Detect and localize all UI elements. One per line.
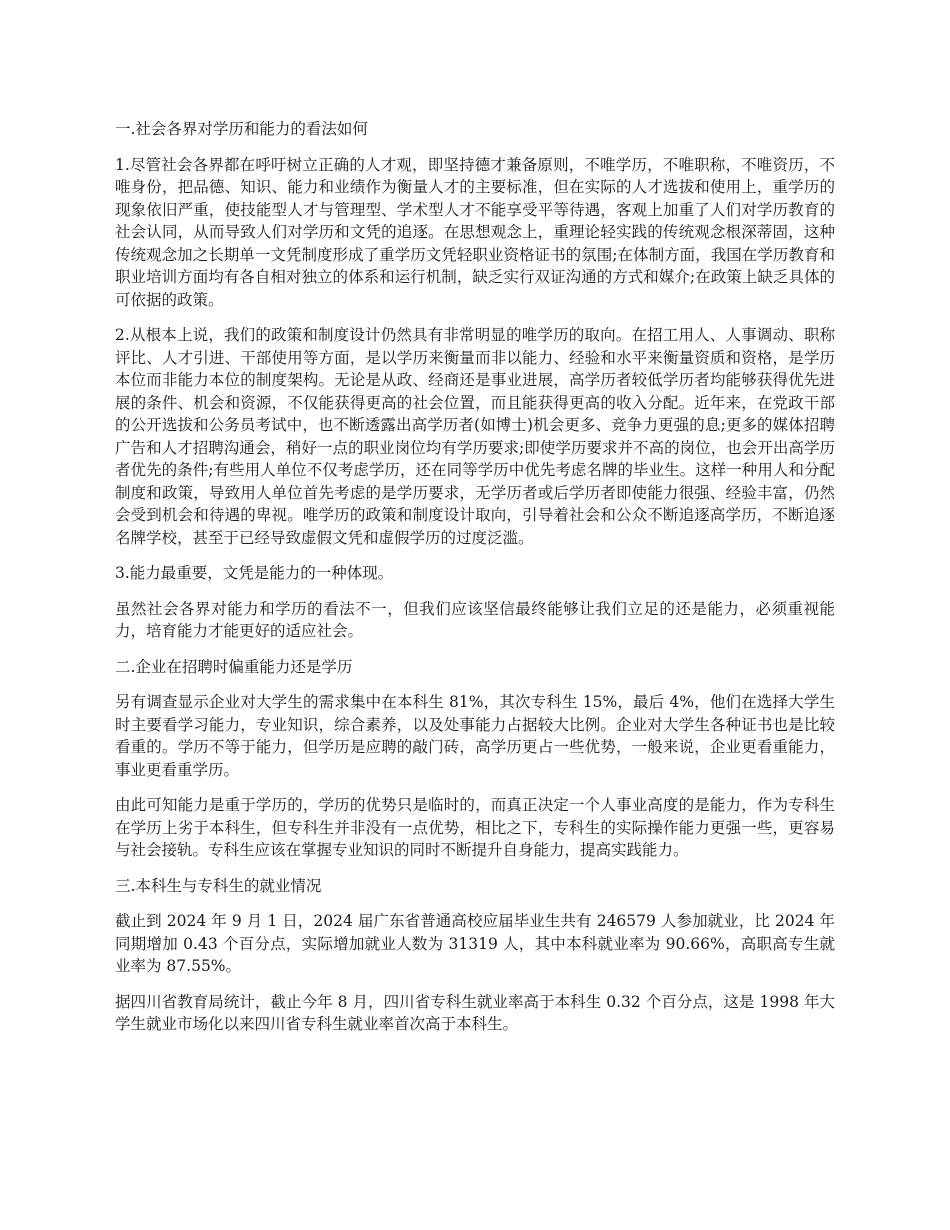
section-3-paragraph-2: 据四川省教育局统计，截止今年 8 月，四川省专科生就业率高于本科生 0.32 个百分点，这是 1998 年大学生就业市场化以来四川省专科生就业率首次高于本科生。 [115,992,835,1033]
section-2-paragraph-1: 另有调查显示企业对大学生的需求集中在本科生 81%，其次专科生 15%，最后 4%，他们在选择大学生时主要看学习能力，专业知识，综合素养，以及处事能力占据较大比例。企业对大学生各种证书也是比较看重的。学历不等于能力，但学历是应聘的敲门砖，高学历更占一些优势，一般来说，企业更看重能力，事业更看重学历。 [115,693,835,779]
section-heading-1: 一.社会各界对学历和能力的看法如何 [115,120,368,138]
section-1-paragraph-4: 虽然社会各界对能力和学历的看法不一，但我们应该坚信最终能够让我们立足的还是能力，必须重视能力，培育能力才能更好的适应社会。 [115,599,835,640]
section-heading-2: 二.企业在招聘时偏重能力还是学历 [115,657,353,676]
section-1-paragraph-3: 3.能力最重要，文凭是能力的一种体现。 [115,564,394,582]
section-3-paragraph-1: 截止到 2024 年 9 月 1 日，2024 届广东省普通高校应届毕业生共有 246579 人参加就业，比 2024 年同期增加 0.43 个百分点，实际增加就业人数为 31319 人，其中本科就业率为 90.66%，高职高专生就业率为 87.55%。 [115,912,835,975]
section-1-paragraph-1: 1.尽管社会各界都在呼吁树立正确的人才观，即坚持德才兼备原则，不唯学历，不唯职称，不唯资历，不唯身份，把品德、知识、能力和业绩作为衡量人才的主要标准，但在实际的人才选拔和使用上，重学历的现象依旧严重，使技能型人才与管理型、学术型人才不能享受平等待遇，客观上加重了人们对学历教育的社会认同，从而导致人们对学历和文凭的追逐。在思想观念上，重理论轻实践的传统观念根深蒂固，这种传统观念加之长期单一文凭制度形成了重学历文凭轻职业资格证书的氛围;在体制方面，我国在学历教育和职业培训方面均有各自相对独立的体系和运行机制，缺乏实行双证沟通的方式和媒介;在政策上缺乏具体的可依据的政策。 [115,155,835,309]
document-body [115,118,835,1049]
section-2-paragraph-2: 由此可知能力是重于学历的，学历的优势只是临时的，而真正决定一个人事业高度的是能力，作为专科生在学历上劣于本科生，但专科生并非没有一点优势，相比之下，专科生的实际操作能力更强一些，更容易与社会接轨。专科生应该在掌握专业知识的同时不断提升自身能力，提高实践能力。 [115,796,835,859]
section-heading-3: 三.本科生与专科生的就业情况 [115,876,322,895]
section-1-paragraph-2: 2.从根本上说，我们的政策和制度设计仍然具有非常明显的唯学历的取向。在招工用人、人事调动、职称评比、人才引进、干部使用等方面，是以学历来衡量而非以能力、经验和水平来衡量资质和资格，是学历本位而非能力本位的制度架构。无论是从政、经商还是事业进展，高学历者较低学历者均能够获得优先进展的条件、机会和资源，不仅能获得更高的社会位置，而且能获得更高的收入分配。近年来，在党政干部的公开选拔和公务员考试中，也不断透露出高学历者(如博士)机会更多、竞争力更强的息;更多的媒体招聘广告和人才招聘沟通会，稍好一点的职业岗位均有学历要求;即使学历要求并不高的岗位，也会开出高学历者优先的条件;有些用人单位不仅考虑学历，还在同等学历中优先考虑名牌的毕业生。这样一种用人和分配制度和政策，导致用人单位首先考虑的是学历要求，无学历者或后学历者即使能力很强、经验丰富，仍然会受到机会和待遇的卑视。唯学历的政策和制度设计取向，引导着社会和公众不断追逐高学历，不断追逐名牌学校，甚至于已经导致虚假文凭和虚假学历的过度泛滥。 [115,326,835,547]
